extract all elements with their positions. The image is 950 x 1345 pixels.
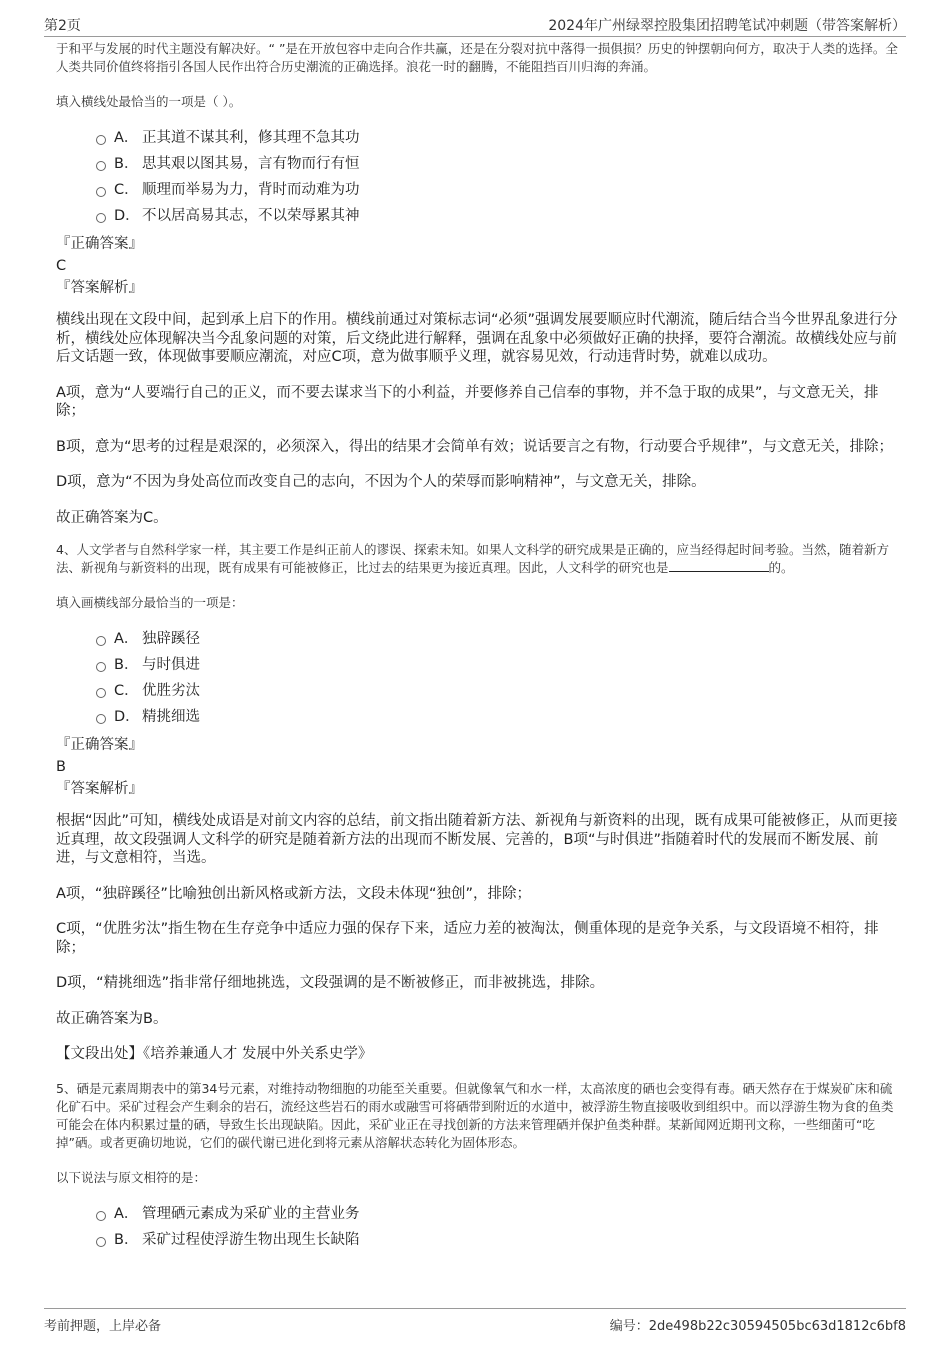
analysis-label: 『答案解析』: [56, 781, 143, 797]
option-c[interactable]: C． 顺理而举易为力，背时而动难为功: [96, 177, 898, 203]
document-title: 2024年广州绿翠控股集团招聘笔试冲刺题（带答案解析）: [548, 18, 906, 34]
question-5-prompt: 以下说法与原文相符的是：: [56, 1169, 207, 1185]
footer-slogan: 考前押题，上岸必备: [44, 1319, 162, 1334]
option-b[interactable]: B． 采矿过程使浮游生物出现生长缺陷: [96, 1227, 898, 1253]
analysis-conclusion: 故正确答案为B。: [56, 1010, 168, 1027]
answer-value: B: [56, 759, 66, 775]
radio-icon[interactable]: [96, 662, 106, 672]
analysis-paragraph: B项，意为“思考的过程是艰深的，必须深入，得出的结果才会简单有效；说话要言之有物，行动要合乎规律”，与文意无关，排除；: [56, 438, 893, 455]
option-a[interactable]: A． 独辟蹊径: [96, 626, 898, 652]
option-b[interactable]: B． 与时俱进: [96, 652, 898, 678]
radio-icon[interactable]: [96, 1211, 106, 1221]
page-header: [44, 12, 906, 37]
option-a[interactable]: A． 正其道不谋其利，修其理不急其功: [96, 125, 898, 151]
analysis-paragraph: D项，“精挑细选”指非常仔细地挑选，文段强调的是不断被修正，而非被挑选，排除。: [56, 975, 605, 991]
answer-value: C: [56, 258, 67, 274]
source-citation: 【文段出处】《培养兼通人才 发展中外关系史学》: [56, 1046, 373, 1062]
option-d[interactable]: D． 不以居高易其志，不以荣辱累其神: [96, 203, 898, 229]
analysis-label: 『答案解析』: [56, 280, 143, 296]
analysis-conclusion: 故正确答案为C。: [56, 509, 168, 526]
document-code: 编号：2de498b22c30594505bc63d1812c6bf8: [609, 1319, 906, 1334]
radio-icon[interactable]: [96, 1237, 106, 1247]
question-4-options: [96, 626, 898, 730]
radio-icon[interactable]: [96, 213, 106, 223]
question-5-passage: 5、硒是元素周期表中的第34号元素，对维持动物细胞的功能至关重要。但就像氧气和水一样，太高浓度的硒也会变得有毒。硒天然存在于煤炭矿床和硫化矿石中。采矿过程会产生剩余的岩石，流经这些岩石的雨水或融雪可将硒带到附近的水道中，被浮游生物直接吸收到组织中。而以浮游生物为食的鱼类可能会在体内积累过量的硒，导致生长出现缺陷。因此，采矿业正在寻找创新的方法来管理硒并保护鱼类种群。某新闻网近期刊文称，一些细菌可“吃掉”硒。或者更确切地说，它们的碳代谢已进化到将元素从溶解状态转化为固体形态。: [56, 1080, 894, 1150]
analysis-paragraph: 横线出现在文段中间，起到承上启下的作用。横线前通过对策标志词“必须”强调发展要顺应时代潮流，随后结合当今世界乱象进行分析，横线处应体现解决当今乱象问题的对策，后文绕此进行解释，强调在乱象中必须做好正确的抉择，要符合潮流。故横线处应与前后文话题一致，体现做事要顺应潮流，对应C项，意为做事顺乎义理，就容易见效，行动违背时势，就难以成功。: [56, 312, 898, 365]
page-footer: [44, 1308, 906, 1337]
option-a[interactable]: A． 管理硒元素成为采矿业的主营业务: [96, 1201, 898, 1227]
document-body: [56, 40, 898, 1253]
analysis-paragraph: 根据“因此”可知，横线处成语是对前文内容的总结，前文指出随着新方法、新视角与新资料的出现，既有成果可能被修正，从而更接近真理，故文段强调人文科学的研究是随着新方法的出现而不断发展、完善的，B项“与时俱进”指随着时代的发展而不断发展、前进，与文意相符，当选。: [56, 813, 898, 866]
analysis-paragraph: A项，“独辟蹊径”比喻独创出新风格或新方法，文段未体现“独创”，排除；: [56, 885, 531, 902]
radio-icon[interactable]: [96, 688, 106, 698]
page-number: 第2页: [44, 18, 81, 34]
question-4-passage: 4、人文学者与自然科学家一样，其主要工作是纠正前人的谬误、探索未知。如果人文科学的研究成果是正确的，应当经得起时间考验。当然，随着新方法、新视角与新资料的出现，既有成果有可能被修正，比过去的结果更为接近真理。因此，人文科学的研究也是 的。: [56, 542, 889, 575]
question-4-prompt: 填入画横线部分最恰当的一项是：: [56, 595, 244, 610]
radio-icon[interactable]: [96, 636, 106, 646]
analysis-paragraph: D项，意为“不因为身处高位而改变自己的志向，不因为个人的荣辱而影响精神”，与文意无关，排除。: [56, 474, 706, 490]
option-b[interactable]: B． 思其艰以图其易，言有物而行有恒: [96, 151, 898, 177]
question-3-options: [96, 125, 898, 229]
option-d[interactable]: D． 精挑细选: [96, 704, 898, 730]
question-5-options: [96, 1201, 898, 1253]
answer-blank: [669, 559, 769, 572]
radio-icon[interactable]: [96, 135, 106, 145]
analysis-paragraph: A项，意为“人要端行自己的正义，而不要去谋求当下的小利益，并要修养自己信奉的事物，并不急于取的成果”，与文意无关，排除；: [56, 384, 879, 419]
answer-label: 『正确答案』: [56, 236, 143, 252]
analysis-paragraph: C项，“优胜劣汰”指生物在生存竞争中适应力强的保存下来，适应力差的被淘汰，侧重体现的是竞争关系，与文段语境不相符，排除；: [56, 921, 879, 956]
question-3-prompt: 填入横线处最恰当的一项是（ ）。: [56, 94, 242, 109]
radio-icon[interactable]: [96, 187, 106, 197]
answer-label: 『正确答案』: [56, 737, 143, 753]
radio-icon[interactable]: [96, 714, 106, 724]
radio-icon[interactable]: [96, 161, 106, 171]
question-3-passage: 于和平与发展的时代主题没有解决好。“ ”是在开放包容中走向合作共赢，还是在分裂对抗中落得一损俱损？历史的钟摆朝向何方，取决于人类的选择。全人类共同价值终将指引各国人民作出符合历史潮流的正确选择。浪花一时的翻腾，不能阻挡百川归海的奔涌。: [56, 41, 898, 74]
option-c[interactable]: C． 优胜劣汰: [96, 678, 898, 704]
